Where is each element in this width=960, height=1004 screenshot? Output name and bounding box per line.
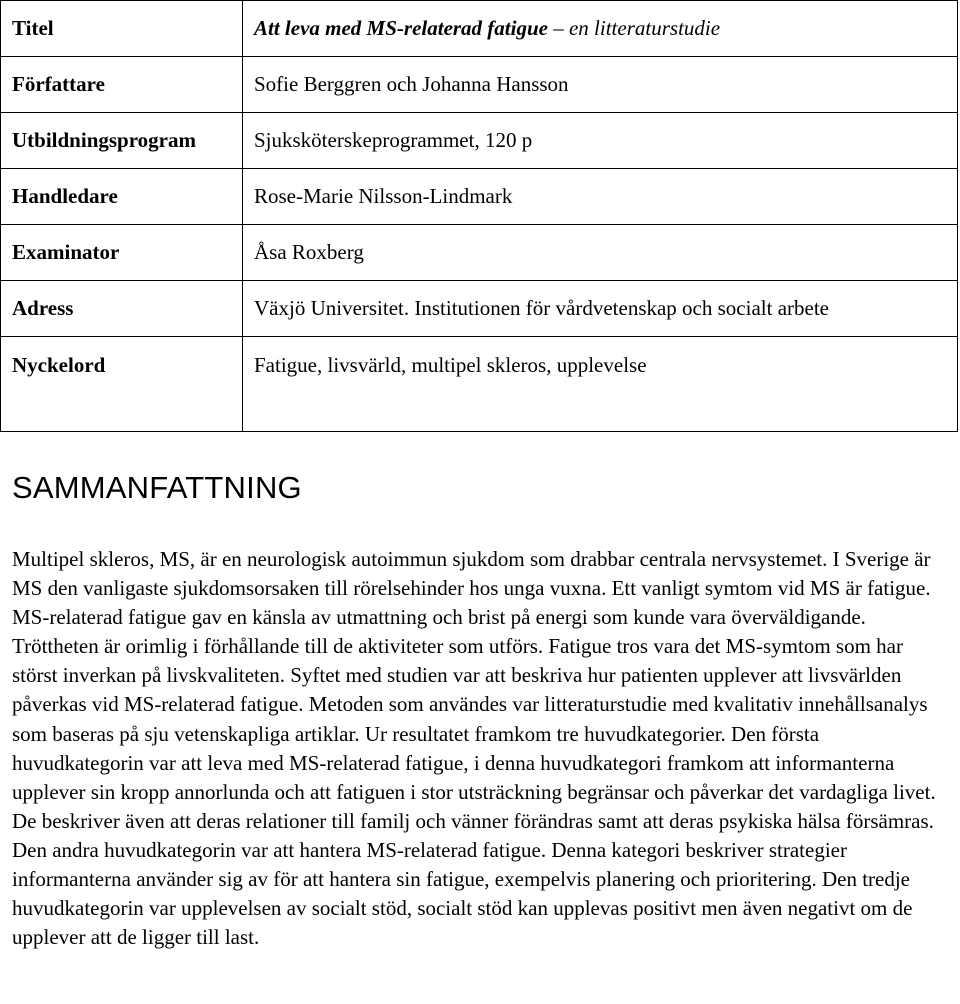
meta-row-keywords [1, 337, 958, 432]
thesis-title-dash: – [547, 16, 569, 40]
summary-heading: SAMMANFATTNING [12, 470, 302, 505]
meta-value-authors: Sofie Berggren och Johanna Hansson [243, 57, 958, 113]
meta-row-supervisor [1, 169, 958, 225]
meta-label-program: Utbildningsprogram [1, 113, 243, 169]
summary-body: Multipel skleros, MS, är en neurologisk autoimmun sjukdom som drabbar centrala nervsystemet. I Sverige är MS den vanligaste sjukdomsorsaken till rörelsehinder hos unga vuxna. Ett vanligt symtom vid MS är fatigue. MS-relaterad fatigue gav en känsla av utmattning och brist på energi som kunde vara överväldigande. Tröttheten är orimlig i förhållande till de aktiviteter som utförs. Fatigue tros vara det MS-symtom som har störst inverkan på livskvaliteten. Syftet med studien var att beskriva hur patienten upplever att livsvärlden påverkas vid MS-relaterad fatigue. Metoden som användes var litteraturstudie med kvalitativ innehållsanalys som baseras på sju vetenskapliga artiklar. Ur resultatet framkom tre huvudkategorier. Den första huvudkategorin var att leva med MS-relaterad fatigue, i denna huvudkategori framkom att informanterna upplever sin kropp annorlunda och att fatiguen i stor utsträckning begränsar och påverkar det vardagliga livet. De beskriver även att deras relationer till familj och vänner förändras samt att deras psykiska hälsa försämras. Den andra huvudkategorin var att hantera MS-relaterad fatigue. Denna kategori beskriver strategier informanterna använder sig av för att hantera sin fatigue, exempelvis planering och prioritering. Den tredje huvudkategorin var upplevelsen av socialt stöd, socialt stöd kan upplevas positivt men även negativt om de upplever att de ligger till last. [12, 547, 936, 950]
meta-value-address: Växjö Universitet. Institutionen för vårdvetenskap och socialt arbete [243, 281, 958, 337]
meta-label-keywords: Nyckelord [1, 337, 243, 432]
thesis-title: Att leva med MS-relaterad fatigue [254, 16, 548, 40]
meta-value-examiner: Åsa Roxberg [243, 225, 958, 281]
metadata-table [0, 0, 958, 432]
meta-row-examiner [1, 225, 958, 281]
meta-label-examiner: Examinator [1, 225, 243, 281]
meta-label-title: Titel [1, 1, 243, 57]
meta-label-authors: Författare [1, 57, 243, 113]
thesis-subtitle: en litteraturstudie [568, 16, 721, 40]
meta-value-supervisor: Rose-Marie Nilsson-Lindmark [243, 169, 958, 225]
meta-row-title [1, 1, 958, 57]
meta-row-program [1, 113, 958, 169]
meta-value-program: Sjuksköterskeprogrammet, 120 p [243, 113, 958, 169]
meta-label-address: Adress [1, 281, 243, 337]
meta-row-authors [1, 57, 958, 113]
meta-label-supervisor: Handledare [1, 169, 243, 225]
meta-value-keywords: Fatigue, livsvärld, multipel skleros, upplevelse [243, 337, 958, 432]
meta-value-title [243, 1, 958, 57]
meta-row-address [1, 281, 958, 337]
